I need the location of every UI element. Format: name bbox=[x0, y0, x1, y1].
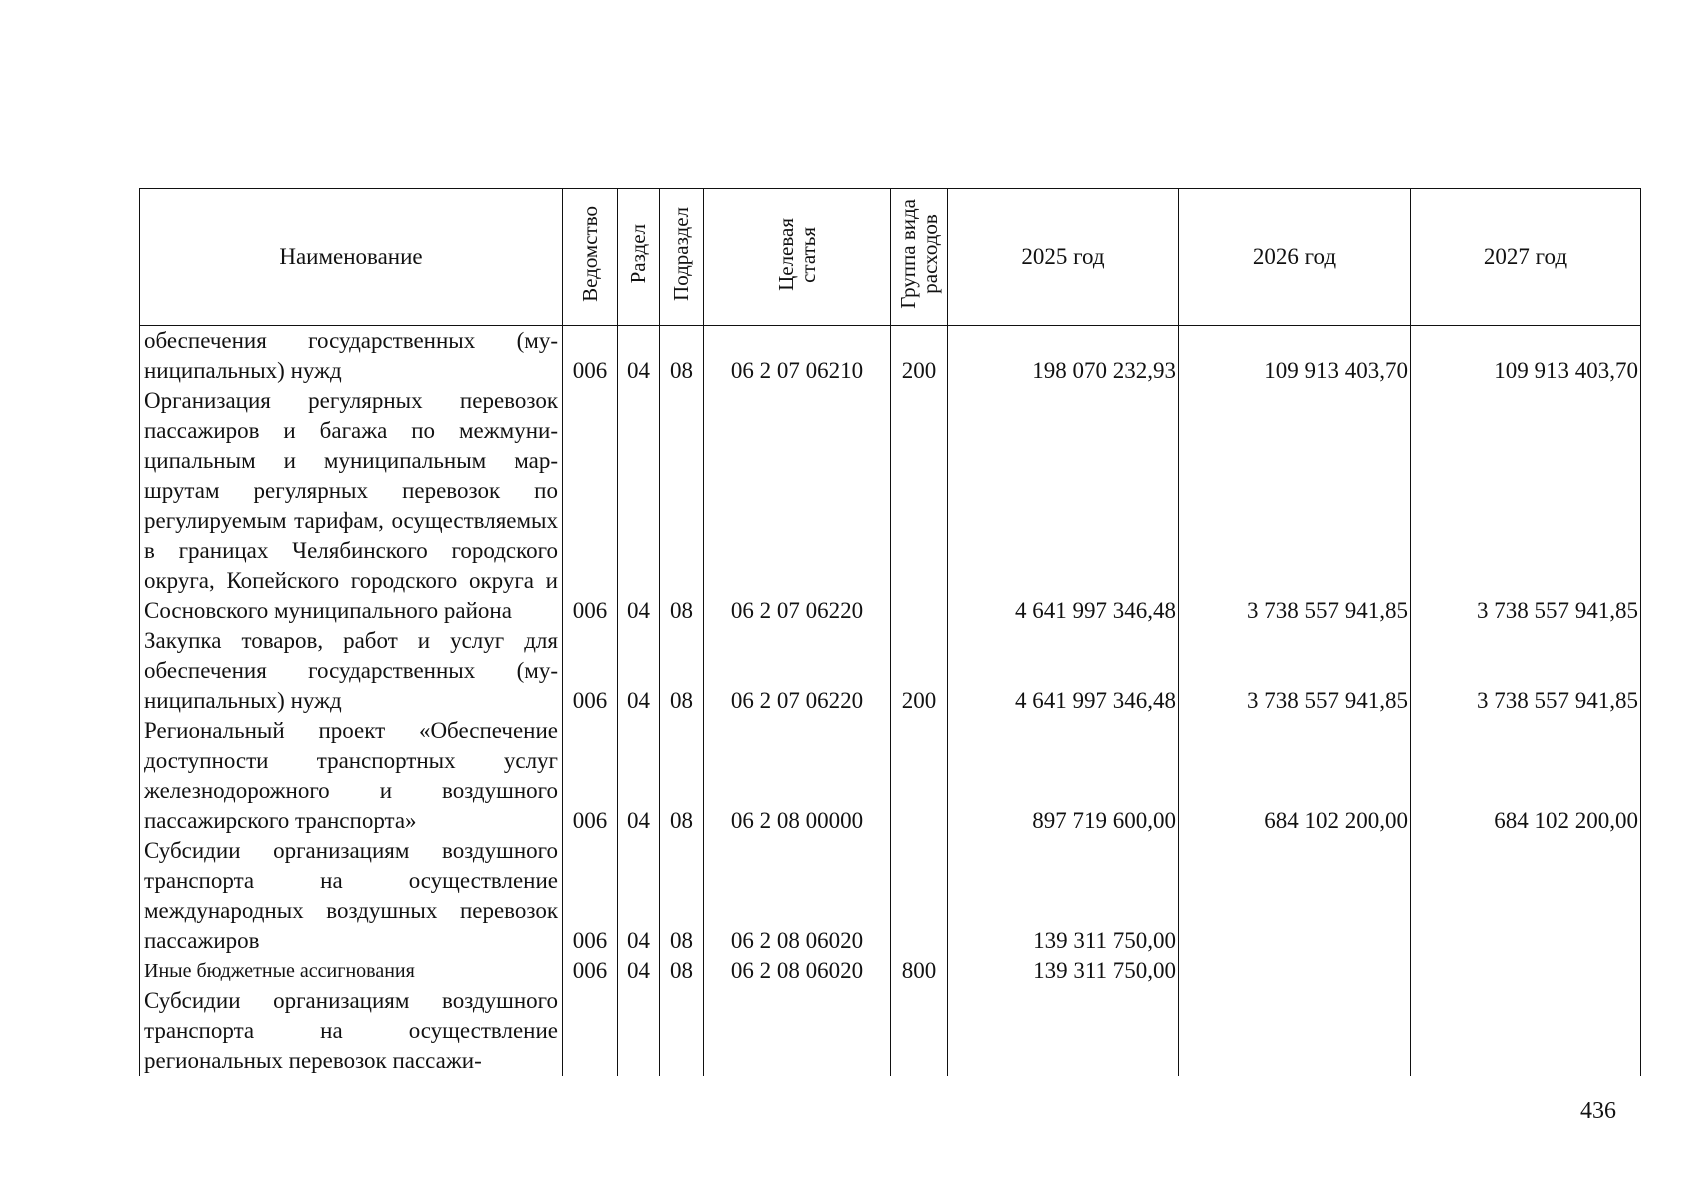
cell-dept: 006 bbox=[563, 386, 618, 626]
header-2025: 2025 год bbox=[948, 189, 1179, 326]
cell-expense-group: 800 bbox=[891, 956, 948, 986]
cell-2026: 684 102 200,00 bbox=[1179, 716, 1411, 836]
header-subsection: Подраздел bbox=[660, 189, 704, 326]
cell-target: 06 2 08 00000 bbox=[704, 716, 891, 836]
cell-name: Региональный проект «Обеспечение доступности транспортных услуг железнодорожного и воздушного пассажирского транспорта» bbox=[140, 716, 563, 836]
table-row bbox=[140, 386, 1641, 626]
header-dept: Ведомство bbox=[563, 189, 618, 326]
table-row bbox=[140, 836, 1641, 956]
cell-subsection bbox=[660, 986, 704, 1076]
table-row bbox=[140, 326, 1641, 387]
cell-target: 06 2 07 06220 bbox=[704, 626, 891, 716]
cell-target: 06 2 07 06210 bbox=[704, 326, 891, 387]
cell-name: Иные бюджетные ассигнования bbox=[140, 956, 563, 986]
header-name: Наименование bbox=[140, 189, 563, 326]
cell-2027: 3 738 557 941,85 bbox=[1411, 386, 1641, 626]
cell-dept bbox=[563, 986, 618, 1076]
cell-expense-group bbox=[891, 716, 948, 836]
header-2026: 2026 год bbox=[1179, 189, 1411, 326]
cell-2025: 198 070 232,93 bbox=[948, 326, 1179, 387]
table-row bbox=[140, 716, 1641, 836]
cell-expense-group bbox=[891, 386, 948, 626]
header-target: Целевая статья bbox=[704, 189, 891, 326]
cell-target bbox=[704, 986, 891, 1076]
cell-subsection: 08 bbox=[660, 626, 704, 716]
cell-target: 06 2 08 06020 bbox=[704, 956, 891, 986]
budget-table bbox=[139, 188, 1641, 1076]
cell-2025 bbox=[948, 986, 1179, 1076]
cell-2026 bbox=[1179, 986, 1411, 1076]
header-expense-group: Группа вида расходов bbox=[891, 189, 948, 326]
cell-dept: 006 bbox=[563, 716, 618, 836]
cell-expense-group: 200 bbox=[891, 326, 948, 387]
cell-name: Субсидии организациям воздушного транспорта на осуществление региональных перевозок пассажи- bbox=[140, 986, 563, 1076]
cell-expense-group: 200 bbox=[891, 626, 948, 716]
cell-name: Закупка товаров, работ и услуг для обеспечения государственных (муниципальных) нужд bbox=[140, 626, 563, 716]
header-section: Раздел bbox=[618, 189, 660, 326]
cell-subsection: 08 bbox=[660, 956, 704, 986]
cell-2025: 139 311 750,00 bbox=[948, 836, 1179, 956]
cell-target: 06 2 07 06220 bbox=[704, 386, 891, 626]
header-2027: 2027 год bbox=[1411, 189, 1641, 326]
cell-subsection: 08 bbox=[660, 386, 704, 626]
cell-2026 bbox=[1179, 836, 1411, 956]
cell-2026: 109 913 403,70 bbox=[1179, 326, 1411, 387]
cell-subsection: 08 bbox=[660, 326, 704, 387]
cell-dept: 006 bbox=[563, 326, 618, 387]
cell-2027: 109 913 403,70 bbox=[1411, 326, 1641, 387]
cell-dept: 006 bbox=[563, 956, 618, 986]
table-row bbox=[140, 626, 1641, 716]
cell-section bbox=[618, 986, 660, 1076]
cell-2025: 897 719 600,00 bbox=[948, 716, 1179, 836]
cell-section: 04 bbox=[618, 626, 660, 716]
cell-2027 bbox=[1411, 986, 1641, 1076]
cell-2027 bbox=[1411, 956, 1641, 986]
cell-name: обеспечения государственных (муниципальных) нужд bbox=[140, 326, 563, 387]
cell-target: 06 2 08 06020 bbox=[704, 836, 891, 956]
cell-2025: 139 311 750,00 bbox=[948, 956, 1179, 986]
cell-2025: 4 641 997 346,48 bbox=[948, 626, 1179, 716]
cell-subsection: 08 bbox=[660, 836, 704, 956]
table-row bbox=[140, 956, 1641, 986]
cell-section: 04 bbox=[618, 836, 660, 956]
cell-dept: 006 bbox=[563, 626, 618, 716]
table-row bbox=[140, 986, 1641, 1076]
cell-2025: 4 641 997 346,48 bbox=[948, 386, 1179, 626]
cell-name: Организация регулярных перевозок пассажиров и багажа по межмуниципальным и муниципальным маршрутам регулярных перевозок по регулируемым тарифам, осуществляемых в границах Челябинского городского округа, Копейского городского округа и Сосновского муниципального района bbox=[140, 386, 563, 626]
cell-2027: 684 102 200,00 bbox=[1411, 716, 1641, 836]
cell-2026 bbox=[1179, 956, 1411, 986]
cell-2027 bbox=[1411, 836, 1641, 956]
table-header-row bbox=[140, 189, 1641, 326]
cell-section: 04 bbox=[618, 956, 660, 986]
cell-expense-group bbox=[891, 836, 948, 956]
cell-expense-group bbox=[891, 986, 948, 1076]
cell-subsection: 08 bbox=[660, 716, 704, 836]
cell-section: 04 bbox=[618, 386, 660, 626]
cell-section: 04 bbox=[618, 326, 660, 387]
page-number: 436 bbox=[1580, 1098, 1616, 1124]
cell-2026: 3 738 557 941,85 bbox=[1179, 626, 1411, 716]
cell-2027: 3 738 557 941,85 bbox=[1411, 626, 1641, 716]
cell-dept: 006 bbox=[563, 836, 618, 956]
cell-section: 04 bbox=[618, 716, 660, 836]
cell-name: Субсидии организациям воздушного транспорта на осуществление международных воздушных перевозок пассажиров bbox=[140, 836, 563, 956]
cell-2026: 3 738 557 941,85 bbox=[1179, 386, 1411, 626]
